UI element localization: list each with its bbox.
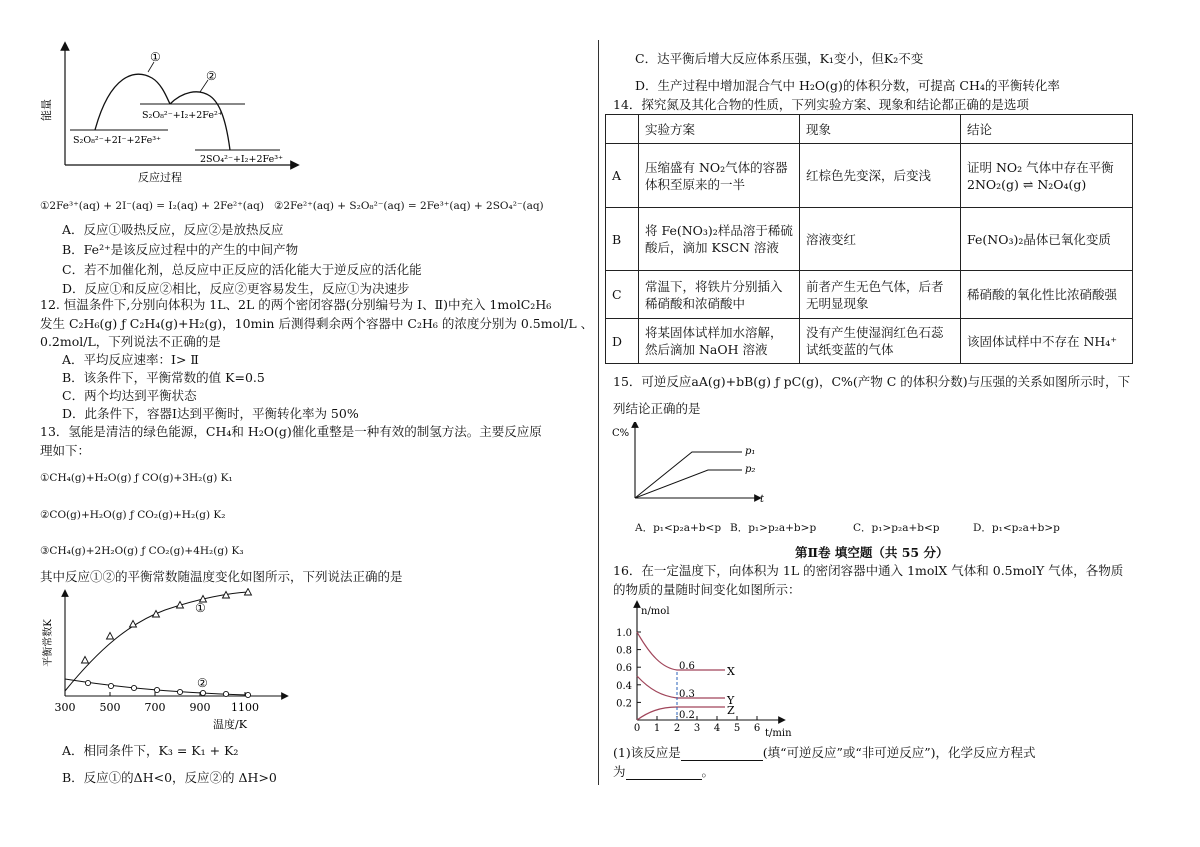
q16-line-1: 16．在一定温度下，向体积为 1L 的密闭容器中通入 1molX 气体和 0.5molY 气体，各物质 [613,563,1124,578]
q16-blank-1[interactable] [681,760,763,761]
k-curve-1-label: ① [195,601,206,615]
table-cell-option: C [606,271,639,319]
table-cell-phenomenon: 溶液变红 [800,208,961,271]
q13-reaction-3: ③CH₄(g)+2H₂O(g) ƒ CO₂(g)+4H₂(g) K₃ [40,545,244,557]
k-curve-1-point [153,611,160,618]
q15-line-2: 列结论正确的是 [613,401,701,416]
q13-reaction-1: ①CH₄(g)+H₂O(g) ƒ CO(g)+3H₂(g) K₁ [40,472,233,484]
q11-option-d: D．反应①和反应②相比，反应②更容易发生，反应①为决速步 [62,281,410,296]
table-row [606,271,1133,319]
q16-line-2: 的物质的量随时间变化如图所示： [613,582,801,597]
table-cell-option: D [606,319,639,364]
table-cell-conclusion: 该固体试样中不存在 NH₄⁺ [961,319,1133,364]
n-y-tick-label: 0.6 [616,663,632,675]
k-curve-2-label: ② [197,676,208,690]
q11-option-b: B．Fe²⁺是该反应过程中的产生的中间产物 [62,242,299,257]
k-curve-2-point [85,680,90,685]
q13-line-1: 13．氢能是清洁的绿色能源，CH₄和 H₂O(g)催化重整是一种有效的制氢方法。主要反应原 [40,424,542,439]
k-y-label: 平衡常数K [43,619,54,667]
q15-line-1: 15．可逆反应aA(g)+bB(g) ƒ pC(g)，C%(产物 C 的体积分数)与压强的关系如图所示时，下 [613,374,1131,389]
table-cell-plan: 将某固体试样加水溶解，然后滴加 NaOH 溶液 [639,319,800,364]
k-curve-1 [65,592,248,691]
table-row [606,208,1133,271]
k-curve-2-point [200,690,205,695]
q12-line-1: 12. 恒温条件下,分别向体积为 1L、2L 的两个密闭容器(分别编号为 Ⅰ、Ⅱ)中充入 1molC₂H₆ [40,297,552,312]
energy-x-label: 反应过程 [138,171,182,184]
table-header-cell: 结论 [961,115,1133,144]
energy-y-label: 能量 [40,99,53,121]
table-cell-option: A [606,144,639,208]
energy-peak1-label: ① [150,50,161,64]
n-x-tick-label: 3 [693,723,701,734]
n-y-tick-label: 0.8 [616,645,632,657]
reaction-2: ②2Fe²⁺(aq) + S₂O₈²⁻(aq) = 2Fe³⁺(aq) + 2SO₄²⁻(aq) [274,200,544,212]
energy-peak2-label: ② [206,69,217,83]
k-temperature-chart [40,588,300,733]
k-curve-2-point [223,691,228,696]
k-curve-2-point [108,683,113,688]
table-cell-phenomenon: 红棕色先变深，后变浅 [800,144,961,208]
table-header-row [606,115,1133,144]
n-y-tick-label: 1.0 [616,628,632,639]
column-divider [598,40,599,785]
k-curve-1-point [107,633,114,640]
energy-state-initial: S₂O₈²⁻+2I⁻+2Fe³⁺ [73,135,162,146]
n-x-tick-label: 2 [673,723,681,734]
q16-blank-2[interactable] [626,779,702,780]
k-curve-1-point [82,657,89,664]
c-line-p2 [635,470,742,498]
n-y-label: n/mol [641,606,670,617]
q12-option-b: B．该条件下，平衡常数的值 K=0.5 [62,370,265,385]
q16-part2-text: 为 [613,764,626,779]
k-curve-2-point [154,687,159,692]
k-x-tick-label: 300 [54,701,76,714]
c-y-label: C% [612,428,630,439]
q13-option-b: B．反应①的ΔH<0，反应②的 ΔH>0 [62,770,277,785]
n-y-tick-label: 0.2 [616,698,632,710]
table-cell-plan: 常温下，将铁片分别插入稀硝酸和浓硝酸中 [639,271,800,319]
n-series-z-label: Z [727,704,735,717]
q15-option-b: B．p₁>p₂a+b>p [730,522,817,534]
q14-title: 14．探究氮及其化合物的性质，下列实验方案、现象和结论都正确的是选项 [613,97,1029,112]
reaction-1: ①2Fe³⁺(aq) + 2I⁻(aq) = I₂(aq) + 2Fe²⁺(aq) [40,200,264,212]
q16-part2-end: 。 [701,764,715,779]
n-x-tick-label: 5 [733,723,741,734]
n-y-tick-label: 0.4 [616,680,632,692]
c-line-p1-label: p₁ [745,446,756,457]
table-cell-phenomenon: 没有产生使湿润红色石蕊试纸变蓝的气体 [800,319,961,364]
k-x-tick-label: 1100 [231,701,259,714]
energy-state-final: 2SO₄²⁻+I₂+2Fe³⁺ [200,154,284,165]
c-line-p2-label: p₂ [745,464,756,475]
c-line-p1 [635,452,742,498]
n-x-tick-label: 0 [633,723,641,734]
table-cell-plan: 将 Fe(NO₃)₂样品溶于稀硫酸后，滴加 KSCN 溶液 [639,208,800,271]
q13-option-a: A．相同条件下，K₃ = K₁ + K₂ [62,743,239,758]
q13-line-2: 理如下： [40,443,91,458]
n-x-tick-label: 4 [713,723,721,734]
q16-part1b-text: (填“可逆反应”或“非可逆反应”)，化学反应方程式 [762,745,1036,760]
k-x-tick-label: 700 [144,701,166,714]
q12-option-d: D．此条件下，容器Ⅰ达到平衡时，平衡转化率为 50% [62,406,359,421]
table-header-cell: 现象 [800,115,961,144]
k-x-tick-label: 500 [99,701,121,714]
n-value-0.6: 0.6 [679,661,695,672]
q13-option-d: D．生产过程中增加混合气中 H₂O(g)的体积分数，可提高 CH₄的平衡转化率 [635,78,1060,93]
n-x-tick-label: 1 [653,723,661,734]
q13-option-c: C．达平衡后增大反应体系压强，K₁变小，但K₂不变 [635,51,924,66]
q12-option-a: A．平均反应速率：Ⅰ> Ⅱ [62,352,199,367]
k-curve-1-point [130,621,137,628]
energy-curve-1 [95,74,170,130]
k-x-tick-label: 900 [189,701,211,714]
table-cell-phenomenon: 前者产生无色气体，后者无明显现象 [800,271,961,319]
q13-intro: 其中反应①②的平衡常数随温度变化如图所示，下列说法正确的是 [40,569,403,584]
q12-line-3: 0.2mol/L，下列说法不正确的是 [40,334,221,349]
k-curve-2-point [131,685,136,690]
k-curve-2-point [245,692,250,697]
q12-option-c: C．两个均达到平衡状态 [62,388,197,403]
energy-state-mid: S₂O₈²⁻+I₂+2Fe²⁺ [142,110,223,121]
table-cell-conclusion: 稀硝酸的氧化性比浓硝酸强 [961,271,1133,319]
energy-diagram [40,40,340,190]
n-x-label: t/min [765,728,792,739]
section-title: 第Ⅱ卷 填空题（共 55 分） [795,545,949,560]
table-row [606,319,1133,364]
n-series-y-label: Y [727,694,735,707]
table-row [606,144,1133,208]
q15-option-c: C．p₁>p₂a+b<p [853,522,940,534]
q13-reaction-2: ②CO(g)+H₂O(g) ƒ CO₂(g)+H₂(g) K₂ [40,509,226,521]
table-cell-option: B [606,208,639,271]
q12-line-2: 发生 C₂H₆(g) ƒ C₂H₄(g)+H₂(g)，10min 后测得剩余两个容器中 C₂H₆ 的浓度分别为 0.5mol/L 、 [40,316,594,331]
n-value-0.2: 0.2 [679,710,695,721]
k-x-label: 温度/K [213,718,247,731]
table-cell-conclusion: 证明 NO₂ 气体中存在平衡 2NO₂(g) ⇌ N₂O₄(g) [961,144,1133,208]
q15-option-d: D．p₁<p₂a+b>p [973,522,1060,534]
q11-option-a: A．反应①吸热反应，反应②是放热反应 [62,222,284,237]
n-series-x-label: X [727,665,735,678]
k-curve-2-point [177,689,182,694]
q11-option-c: C．若不加催化剂，总反应中正反应的活化能大于逆反应的活化能 [62,262,422,277]
q16-part1-text: (1)该反应是 [613,745,681,760]
q14-table [605,114,1133,364]
c-percent-chart [610,422,770,504]
table-cell-conclusion: Fe(NO₃)₂晶体已氧化变质 [961,208,1133,271]
n-value-0.3: 0.3 [679,689,695,700]
n-x-tick-label: 6 [753,723,761,734]
q16-part1 [613,745,1036,761]
n-time-chart [610,600,810,742]
table-header-cell [606,115,639,144]
q16-part2 [613,764,714,780]
c-x-label: t [760,494,765,504]
table-header-cell: 实验方案 [639,115,800,144]
q15-option-a: A．p₁<p₂a+b<p [635,522,722,534]
table-cell-plan: 压缩盛有 NO₂气体的容器体积至原来的一半 [639,144,800,208]
